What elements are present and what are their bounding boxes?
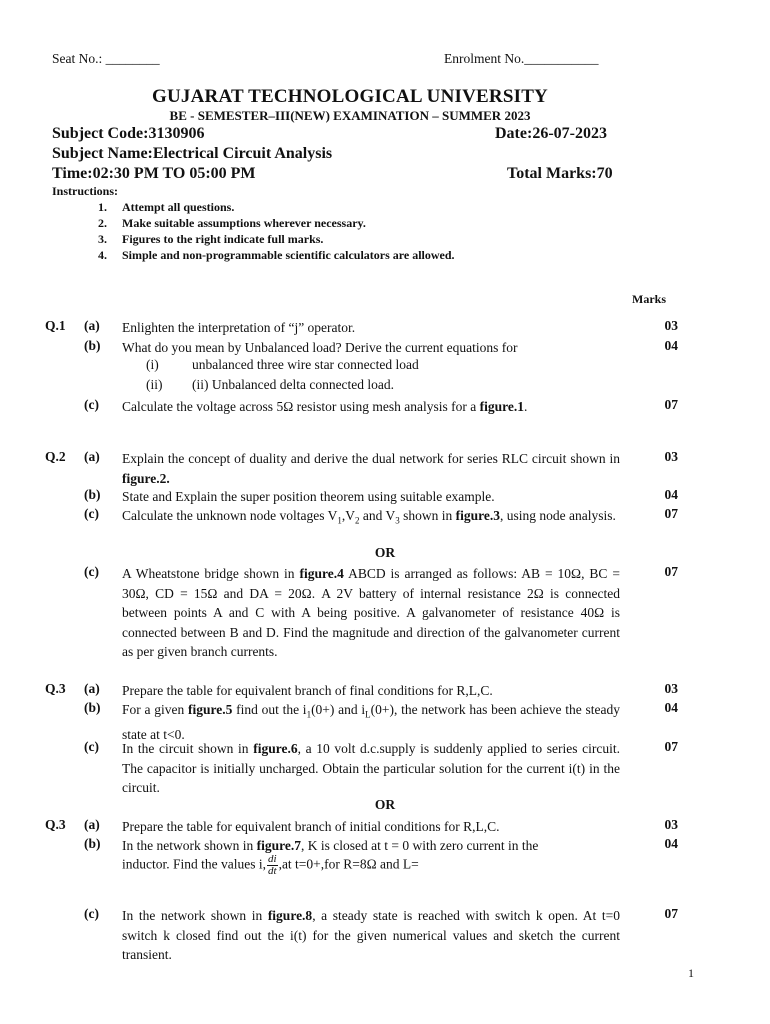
figure-ref: figure.7 [256, 838, 301, 853]
part-label: (b) [84, 836, 101, 851]
instruction-text: Make suitable assumptions wherever necessary. [122, 216, 366, 230]
figure-ref: figure.4 [299, 566, 344, 581]
instruction-num: 4. [98, 248, 107, 262]
question-number: Q.2 [45, 449, 66, 464]
instruction-num: 2. [98, 216, 107, 230]
subject-name: Subject Name:Electrical Circuit Analysis [52, 145, 333, 162]
question-text: In the network shown in figure.7, K is closed at t = 0 with zero current in the [122, 838, 539, 853]
part-label: (b) [84, 700, 101, 715]
part-label: (a) [84, 817, 100, 832]
total-marks: Total Marks:70 [507, 165, 613, 182]
figure-ref: figure.6 [253, 741, 298, 756]
subpart-text: unbalanced three wire star connected load [192, 357, 419, 372]
part-label: (a) [84, 318, 100, 333]
question-text: A Wheatstone bridge shown in figure.4 ABCD is arranged as follows: AB = 10Ω, BC = 30Ω, CD = 15Ω and DA = 20Ω. A 2V battery of internal resistance 2Ω is connected between points A and C with A being positive. A galvanometer of resistance 40Ω is connected between B and D. Find the magnitude and direction of the galvanometer current as per given branch currents. [122, 566, 620, 659]
question-number: Q.3 [45, 817, 66, 832]
figure-ref: figure.8 [267, 908, 313, 923]
figure-ref: figure.2. [122, 470, 170, 486]
university-name: GUJARAT TECHNOLOGICAL UNIVERSITY [152, 86, 548, 107]
part-label: (b) [84, 487, 101, 502]
marks: 07 [664, 506, 678, 521]
marks: 07 [664, 739, 678, 754]
exam-date: Date:26-07-2023 [495, 125, 607, 142]
subpart-label: (i) [146, 357, 159, 372]
subject-code: Subject Code:3130906 [52, 125, 205, 142]
subpart-label: (ii) [146, 377, 163, 392]
instruction-num: 1. [98, 200, 107, 214]
question-text: In the circuit shown in figure.6, a 10 volt d.c.supply is suddenly applied to series circuit. The capacitor is initially uncharged. Obtain the particular solution for the current i(t) in the circuit. [122, 741, 620, 795]
marks: 03 [664, 318, 678, 333]
instruction-text: Figures to the right indicate full marks. [122, 232, 324, 246]
marks: 04 [664, 700, 678, 715]
question-number: Q.3 [45, 681, 66, 696]
question-text: Calculate the unknown node voltages $V_1,V_2$ and $V_3$ shown in figure.3, using node analysis. [122, 508, 616, 526]
marks: 03 [664, 817, 678, 832]
marks: 07 [664, 397, 678, 412]
question-text: Calculate the voltage across 5Ω resistor using mesh analysis for a figure.1. [122, 399, 528, 414]
enrolment-no: Enrolment No.___________ [444, 51, 599, 66]
marks: 04 [664, 338, 678, 353]
question-text: Enlighten the interpretation of “j” operator. [122, 320, 356, 335]
exam-time: Time:02:30 PM TO 05:00 PM [52, 165, 256, 182]
figure-ref: figure.1 [479, 399, 524, 414]
or-divider: OR [374, 545, 396, 560]
figure-ref: figure.5 [187, 702, 233, 717]
question-text: Prepare the table for equivalent branch of final conditions for R,L,C. [122, 683, 493, 698]
page-number: 1 [688, 966, 694, 980]
part-label: (c) [84, 506, 99, 521]
instruction-text: Simple and non-programmable scientific calculators are allowed. [122, 248, 455, 262]
figure-ref: figure.3 [455, 508, 500, 523]
question-text: Explain the concept of duality and derive the dual network for series RLC circuit shown in figure.2. [122, 451, 620, 486]
part-label: (c) [84, 397, 99, 412]
instructions-label: Instructions: [52, 184, 119, 198]
question-text-line2: inductor. Find the values i, $\frac{di}{dt}$ ,at t=0+,for R=8Ω and L= [122, 853, 419, 877]
exam-title: BE - SEMESTER–III(NEW) EXAMINATION – SUMMER 2023 [169, 108, 531, 123]
derivative-fraction: $\frac{di}{dt}$ [268, 853, 277, 877]
question-text: Prepare the table for equivalent branch of initial conditions for R,L,C. [122, 819, 500, 834]
instruction-text: Attempt all questions. [122, 200, 235, 214]
question-text: For a given figure.5 find out the $i_1(0+)$ and $i_L(0+)$, the network has been achieve the steady state at t<0. [122, 702, 620, 743]
part-label: (c) [84, 906, 99, 921]
part-label: (c) [84, 739, 99, 754]
question-text: What do you mean by Unbalanced load? Derive the current equations for [122, 340, 518, 355]
question-text: State and Explain the super position theorem using suitable example. [122, 489, 495, 504]
marks: 03 [664, 449, 678, 464]
instruction-num: 3. [98, 232, 107, 246]
or-divider: OR [374, 797, 396, 812]
question-text: In the network shown in figure.8, a steady state is reached with switch k open. At t=0 switch k closed find out the i(t) for the given numerical values and sketch the current transient. [122, 908, 621, 962]
marks: 04 [664, 836, 678, 851]
subpart-text: (ii) Unbalanced delta connected load. [192, 377, 395, 392]
marks-column-label: Marks [632, 292, 666, 306]
marks: 03 [664, 681, 678, 696]
marks: 07 [664, 564, 678, 579]
seat-no: Seat No.: ________ [52, 51, 160, 66]
part-label: (a) [84, 449, 100, 464]
marks: 07 [664, 906, 678, 921]
marks: 04 [664, 487, 678, 502]
part-label: (a) [84, 681, 100, 696]
question-number: Q.1 [45, 318, 66, 333]
part-label: (b) [84, 338, 101, 353]
part-label: (c) [84, 564, 99, 579]
